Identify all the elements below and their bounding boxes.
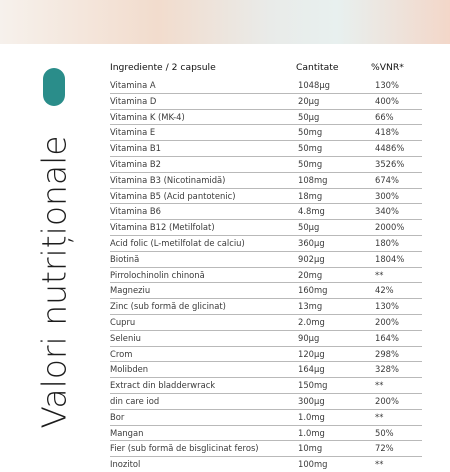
ingredient-name: Zinc (sub formă de glicinat)	[110, 301, 226, 312]
ingredient-name: Acid folic (L-metilfolat de calciu)	[110, 237, 245, 248]
ingredient-vnr: **	[375, 411, 384, 422]
table-row	[110, 173, 422, 189]
ingredient-quantity: 360µg	[298, 237, 325, 248]
ingredient-name: Vitamina A	[110, 80, 156, 90]
ingredient-name: Magneziu	[110, 285, 151, 296]
ingredient-vnr: 400%	[375, 95, 399, 106]
table-row	[110, 268, 422, 284]
ingredient-quantity: 10mg	[298, 443, 323, 454]
table-row	[110, 283, 422, 299]
capsule-icon	[43, 68, 65, 106]
ingredient-quantity: 18mg	[298, 190, 323, 201]
ingredient-vnr: 200%	[375, 316, 399, 327]
ingredient-quantity: 4.8mg	[298, 206, 325, 217]
ingredient-vnr: 1804%	[375, 253, 405, 264]
nutrition-table	[110, 62, 422, 472]
table-row	[110, 315, 422, 331]
table-row	[110, 204, 422, 220]
ingredient-quantity: 1.0mg	[298, 427, 325, 438]
table-row	[110, 78, 422, 94]
ingredient-name: Vitamina E	[110, 127, 156, 138]
ingredient-name: Vitamina B5 (Acid pantotenic)	[110, 190, 236, 201]
table-row	[110, 426, 422, 442]
ingredient-vnr: 164%	[375, 332, 399, 343]
ingredient-name: Fier (sub formă de bisglicinat feros)	[110, 443, 259, 454]
table-row	[110, 125, 422, 141]
ingredient-vnr: **	[375, 269, 384, 280]
ingredient-quantity: 20µg	[298, 95, 320, 106]
top-gradient-band	[0, 0, 450, 44]
ingredient-name: Bor	[110, 411, 125, 422]
ingredient-vnr: 300%	[375, 190, 399, 201]
table-row	[110, 457, 422, 472]
ingredient-name: Inozitol	[110, 459, 141, 470]
ingredient-quantity: 108mg	[298, 174, 328, 185]
table-row	[110, 189, 422, 205]
ingredient-name: Pirrolochinolin chinonă	[110, 269, 205, 280]
table-row	[110, 299, 422, 315]
table-row	[110, 94, 422, 110]
ingredient-name: Vitamina B12 (Metilfolat)	[110, 222, 215, 233]
ingredient-name: Vitamina K (MK-4)	[110, 111, 185, 122]
ingredient-vnr: 200%	[375, 395, 399, 406]
ingredient-name: Vitamina B6	[110, 206, 161, 217]
table-row	[110, 331, 422, 347]
ingredient-vnr: 50%	[375, 427, 394, 438]
ingredient-name: Mangan	[110, 427, 144, 438]
ingredient-quantity: 1048µg	[298, 80, 330, 90]
ingredient-vnr: 180%	[375, 237, 399, 248]
ingredient-vnr: **	[375, 380, 384, 391]
ingredient-name: Extract din bladderwrack	[110, 380, 216, 391]
table-row	[110, 110, 422, 126]
ingredient-quantity: 160mg	[298, 285, 328, 296]
ingredient-name: Vitamina B2	[110, 158, 161, 169]
table-row	[110, 394, 422, 410]
ingredient-vnr: 66%	[375, 111, 394, 122]
ingredient-quantity: 120µg	[298, 348, 325, 359]
ingredient-name: Vitamina D	[110, 95, 157, 106]
ingredient-vnr: 328%	[375, 364, 399, 375]
ingredient-quantity: 164µg	[298, 364, 325, 375]
ingredient-vnr: 2000%	[375, 222, 405, 233]
ingredient-quantity: 902µg	[298, 253, 325, 264]
ingredient-name: Seleniu	[110, 332, 141, 343]
table-row	[110, 378, 422, 394]
table-row	[110, 347, 422, 363]
ingredient-vnr: 674%	[375, 174, 399, 185]
table-body	[110, 78, 422, 472]
ingredient-quantity: 2.0mg	[298, 316, 325, 327]
ingredient-name: Vitamina B3 (Nicotinamidă)	[110, 174, 226, 185]
ingredient-vnr: 418%	[375, 127, 399, 138]
ingredient-quantity: 13mg	[298, 301, 323, 312]
ingredient-name: Crom	[110, 348, 133, 359]
page-title: Valori nutriționale	[34, 135, 74, 429]
ingredient-quantity: 100mg	[298, 459, 328, 470]
table-row	[110, 236, 422, 252]
ingredient-vnr: 130%	[375, 301, 399, 312]
ingredient-quantity: 50mg	[298, 158, 323, 169]
ingredient-name: Molibden	[110, 364, 149, 375]
table-row	[110, 362, 422, 378]
header-vnr: %VNR*	[371, 62, 404, 73]
ingredient-name: Vitamina B1	[110, 143, 161, 154]
table-row	[110, 141, 422, 157]
table-row	[110, 252, 422, 268]
header-ingredient: Ingrediente / 2 capsule	[110, 62, 216, 73]
ingredient-quantity: 50µg	[298, 111, 320, 122]
ingredient-name: din care iod	[110, 395, 160, 406]
table-row	[110, 410, 422, 426]
ingredient-vnr: 340%	[375, 206, 399, 217]
ingredient-quantity: 1.0mg	[298, 411, 325, 422]
ingredient-vnr: 3526%	[375, 158, 405, 169]
ingredient-quantity: 50mg	[298, 143, 323, 154]
ingredient-quantity: 20mg	[298, 269, 323, 280]
ingredient-vnr: 130%	[375, 80, 399, 90]
table-row	[110, 441, 422, 457]
header-quantity: Cantitate	[296, 62, 339, 73]
ingredient-vnr: 42%	[375, 285, 394, 296]
ingredient-vnr: **	[375, 459, 384, 470]
ingredient-vnr: 4486%	[375, 143, 405, 154]
ingredient-quantity: 50µg	[298, 222, 320, 233]
ingredient-vnr: 298%	[375, 348, 399, 359]
table-header	[110, 62, 422, 76]
ingredient-quantity: 90µg	[298, 332, 320, 343]
table-row	[110, 157, 422, 173]
ingredient-quantity: 150mg	[298, 380, 328, 391]
ingredient-vnr: 72%	[375, 443, 394, 454]
ingredient-quantity: 300µg	[298, 395, 325, 406]
ingredient-quantity: 50mg	[298, 127, 323, 138]
table-row	[110, 220, 422, 236]
ingredient-name: Cupru	[110, 316, 136, 327]
ingredient-name: Biotină	[110, 253, 140, 264]
